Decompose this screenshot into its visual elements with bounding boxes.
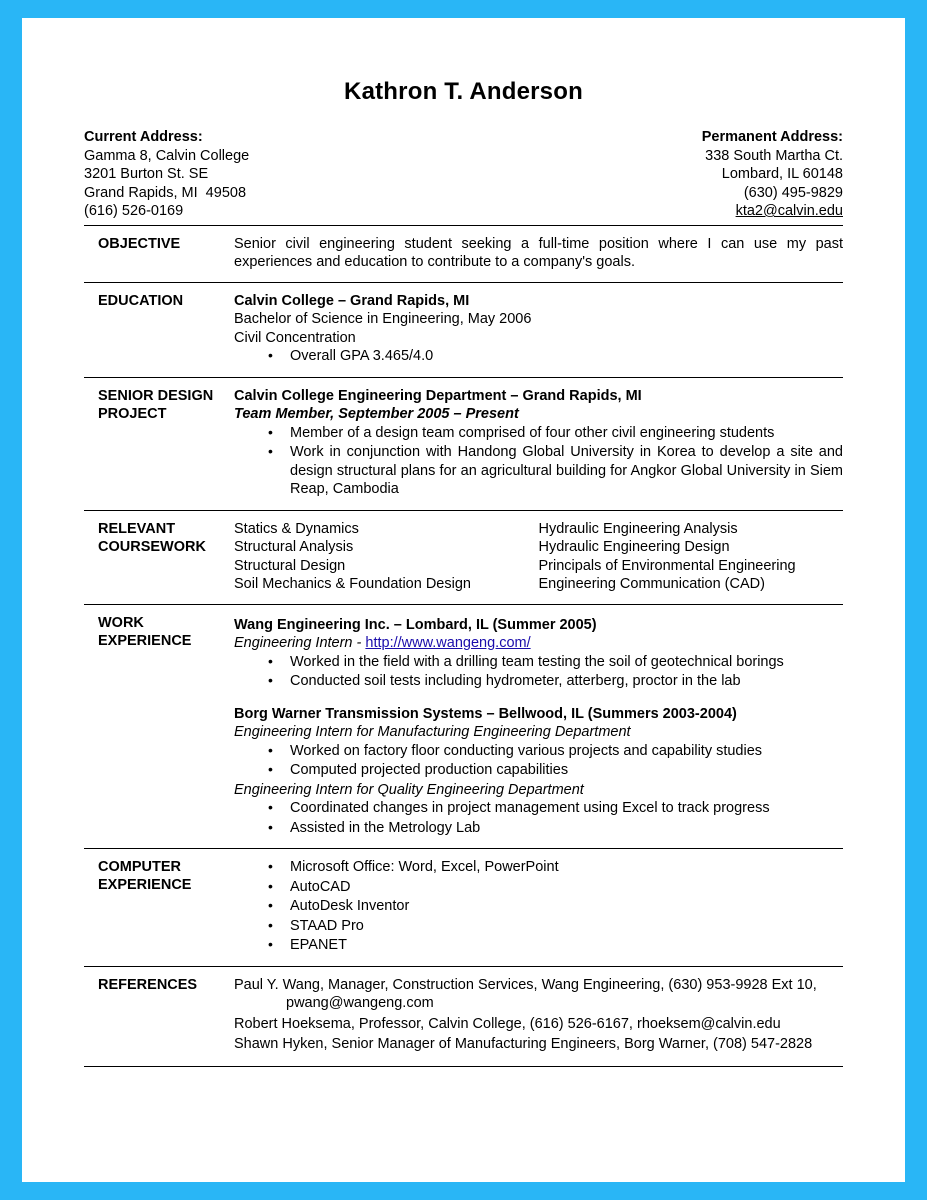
job-title: Engineering Intern - bbox=[234, 635, 366, 651]
permanent-address-line-2: Lombard, IL 60148 bbox=[721, 166, 843, 182]
work-experience-body bbox=[234, 614, 843, 839]
references-body bbox=[234, 976, 843, 1056]
page-title: Kathron T. Anderson bbox=[344, 78, 583, 105]
reference-entry: Paul Y. Wang, Manager, Construction Services, Wang Engineering, (630) 953-9928 Ext 10, pwang@wangeng.com bbox=[234, 976, 817, 1011]
section-label-line-1: WORK bbox=[98, 614, 144, 631]
section-label-line-2: COURSEWORK bbox=[98, 538, 206, 555]
education-degree: Bachelor of Science in Engineering, May 2006 bbox=[234, 311, 532, 327]
coursework-item: Soil Mechanics & Foundation Design bbox=[234, 576, 471, 592]
section-references bbox=[84, 967, 843, 1067]
section-senior-design bbox=[84, 378, 843, 511]
section-label-line-2: EXPERIENCE bbox=[98, 632, 192, 649]
coursework-body bbox=[234, 520, 843, 594]
company-website-link[interactable]: http://www.wangeng.com/ bbox=[365, 635, 531, 651]
permanent-address-email[interactable]: kta2@calvin.edu bbox=[735, 203, 843, 219]
education-concentration: Civil Concentration bbox=[234, 329, 356, 346]
permanent-address-line-1: 338 South Martha Ct. bbox=[705, 147, 843, 164]
section-label-objective: OBJECTIVE bbox=[98, 235, 181, 252]
coursework-item: Structural Analysis bbox=[234, 539, 354, 555]
coursework-item: Hydraulic Engineering Analysis bbox=[538, 520, 738, 537]
resume-page bbox=[22, 18, 905, 1182]
section-label-line-1: SENIOR DESIGN bbox=[98, 387, 214, 404]
senior-design-bullets bbox=[234, 424, 843, 499]
list-item: • Work in conjunction with Handong Global University in Korea to develop a site and design structural plans for an agricultural building for Angkor Global University in Siem Reap, Cambodia bbox=[268, 443, 843, 499]
coursework-item: Statics & Dynamics bbox=[234, 520, 359, 537]
job-bullets-secondary bbox=[234, 799, 843, 837]
education-body bbox=[234, 292, 843, 367]
section-coursework bbox=[84, 511, 843, 605]
list-item: • STAAD Pro bbox=[268, 917, 843, 936]
senior-design-org: Calvin College Engineering Department – Grand Rapids, MI bbox=[234, 387, 642, 404]
list-item: • Overall GPA 3.465/4.0 bbox=[268, 347, 843, 366]
list-item: • EPANET bbox=[268, 936, 843, 955]
list-item: • Assisted in the Metrology Lab bbox=[268, 819, 843, 838]
section-label-line-2: EXPERIENCE bbox=[98, 877, 192, 893]
section-label-coursework bbox=[84, 520, 234, 594]
coursework-item: Structural Design bbox=[234, 557, 346, 574]
coursework-column-right bbox=[539, 520, 844, 594]
list-item: • AutoCAD bbox=[268, 878, 843, 897]
current-address-line-1: Gamma 8, Calvin College bbox=[84, 147, 250, 164]
current-address-line-2: 3201 Burton St. SE bbox=[84, 166, 209, 182]
job-bullets bbox=[234, 742, 843, 780]
job-employer: Wang Engineering Inc. – Lombard, IL (Summer 2005) bbox=[234, 616, 597, 633]
section-work-experience bbox=[84, 605, 843, 850]
permanent-address-heading: Permanent Address: bbox=[701, 129, 843, 145]
list-item: • Computed projected production capabilities bbox=[268, 761, 843, 780]
section-label-references: REFERENCES bbox=[98, 976, 198, 993]
senior-design-body bbox=[234, 387, 843, 500]
section-label-line-1: COMPUTER bbox=[98, 859, 181, 875]
resume-content bbox=[22, 18, 905, 1067]
current-address-heading: Current Address: bbox=[84, 129, 203, 145]
section-objective bbox=[84, 226, 843, 283]
coursework-item: Hydraulic Engineering Design bbox=[538, 539, 730, 555]
permanent-address bbox=[702, 128, 843, 221]
section-label-education: EDUCATION bbox=[98, 292, 184, 309]
job-entry bbox=[234, 705, 843, 838]
job-employer: Borg Warner Transmission Systems – Bellwood, IL (Summers 2003-2004) bbox=[234, 705, 737, 722]
reference-entry: Shawn Hyken, Senior Manager of Manufacturing Engineers, Borg Warner, (708) 547-2828 bbox=[234, 1036, 813, 1052]
section-education bbox=[84, 283, 843, 378]
objective-text: Senior civil engineering student seeking a full-time position where I can use my past experiences and education to contribute to a company's goals. bbox=[234, 235, 843, 270]
coursework-item: Principals of Environmental Engineering bbox=[538, 557, 796, 574]
job-entry bbox=[234, 616, 843, 691]
coursework-column-left bbox=[234, 520, 539, 594]
list-item: • AutoDesk Inventor bbox=[268, 897, 843, 916]
job-title-secondary: Engineering Intern for Quality Engineering Department bbox=[234, 781, 584, 798]
list-item: • Conducted soil tests including hydrometer, atterberg, proctor in the lab bbox=[268, 672, 843, 691]
list-item: • Worked in the field with a drilling team testing the soil of geotechnical borings bbox=[268, 653, 843, 672]
section-label-line-2: PROJECT bbox=[98, 405, 167, 422]
list-item: • Member of a design team comprised of four other civil engineering students bbox=[268, 424, 843, 443]
list-item: • Microsoft Office: Word, Excel, PowerPoint bbox=[268, 858, 843, 877]
current-address-phone: (616) 526-0169 bbox=[84, 203, 184, 219]
job-bullets bbox=[234, 653, 843, 691]
section-label-work-experience bbox=[84, 614, 234, 839]
education-bullets bbox=[234, 347, 843, 366]
section-label-senior-design bbox=[84, 387, 234, 500]
computer-experience-body bbox=[234, 858, 843, 956]
reference-entry: Robert Hoeksema, Professor, Calvin College, (616) 526-6167, rhoeksem@calvin.edu bbox=[234, 1015, 781, 1032]
computer-bullets bbox=[234, 858, 843, 955]
job-title: Engineering Intern for Manufacturing Engineering Department bbox=[234, 724, 631, 740]
current-address-line-3: Grand Rapids, MI 49508 bbox=[84, 184, 247, 201]
list-item: • Coordinated changes in project management using Excel to track progress bbox=[268, 799, 843, 818]
education-school: Calvin College – Grand Rapids, MI bbox=[234, 292, 470, 309]
coursework-item: Engineering Communication (CAD) bbox=[538, 576, 765, 592]
current-address bbox=[84, 128, 249, 221]
address-block bbox=[84, 128, 843, 225]
section-computer-experience bbox=[84, 849, 843, 967]
job-title-row bbox=[234, 634, 843, 653]
list-item: • Worked on factory floor conducting various projects and capability studies bbox=[268, 742, 843, 761]
permanent-address-phone: (630) 495-9829 bbox=[743, 184, 843, 201]
senior-design-role: Team Member, September 2005 – Present bbox=[234, 406, 519, 422]
section-label-computer-experience bbox=[84, 858, 234, 956]
section-label-line-1: RELEVANT bbox=[98, 520, 176, 537]
